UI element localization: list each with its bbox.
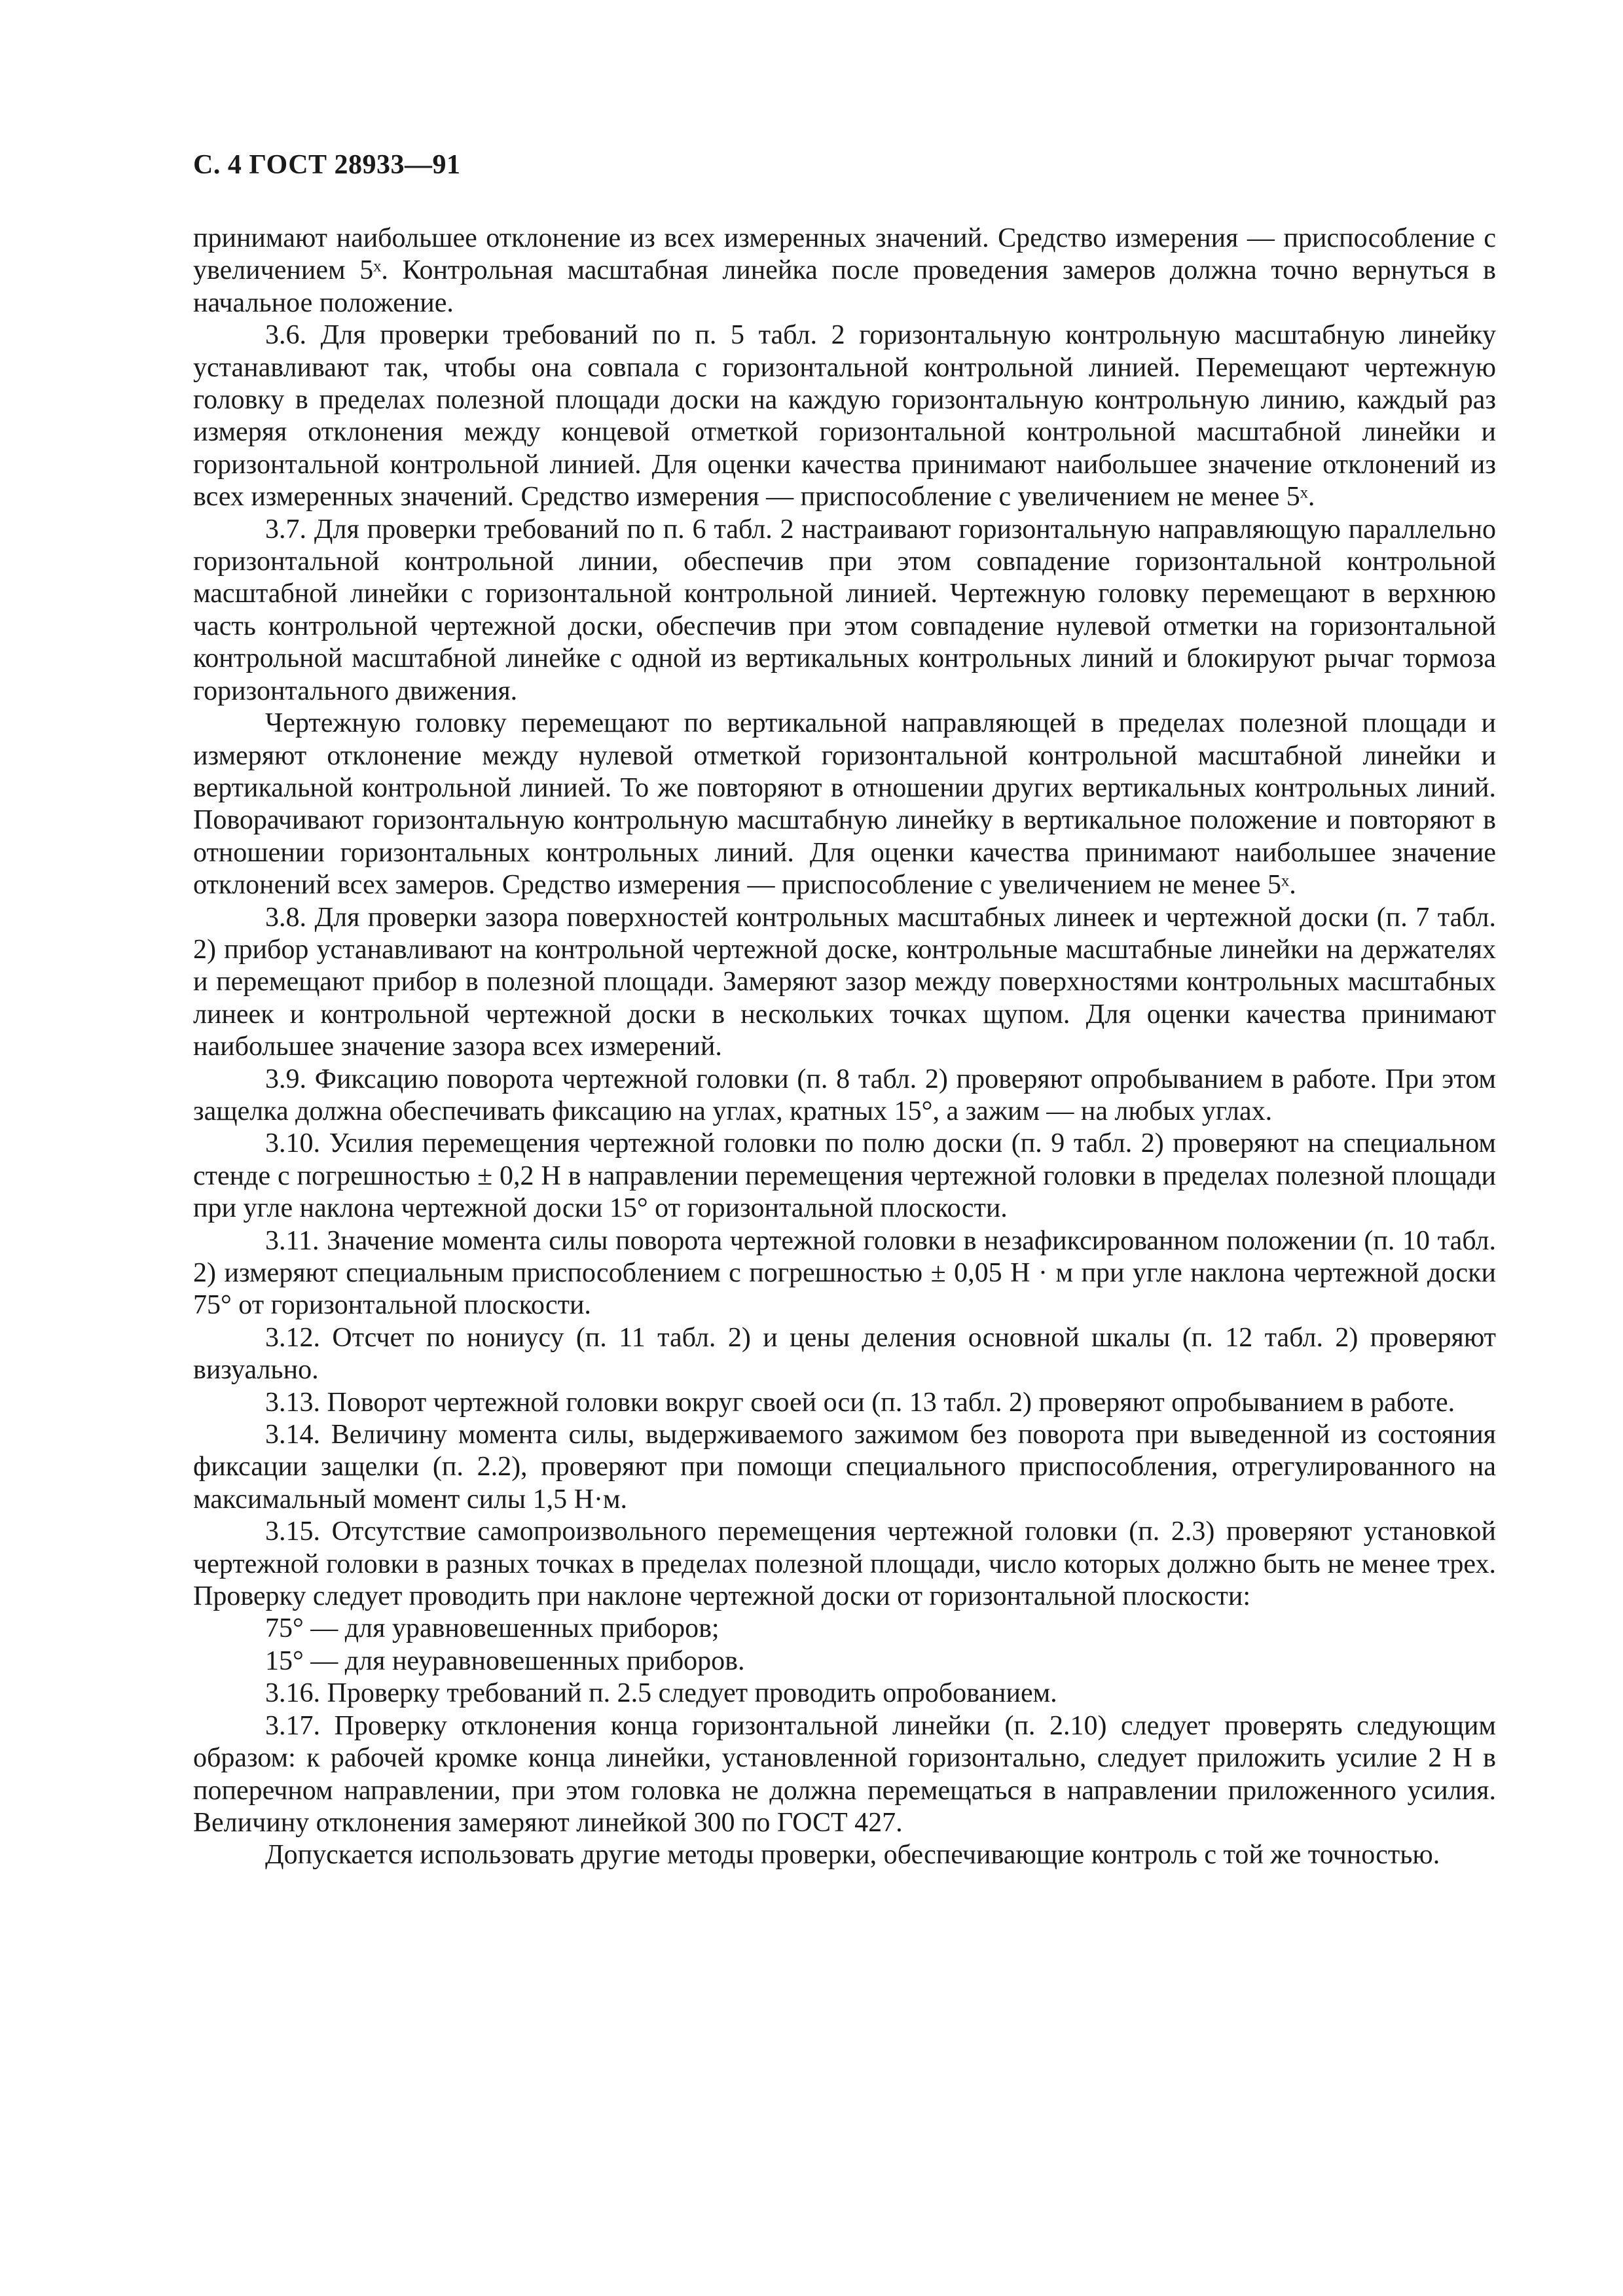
paragraph-3-7: 3.7. Для проверки требований по п. 6 табл. 2 настраивают горизонтальную направляющую параллельно горизонтальной контрольной линии, обеспечив при этом совпадение горизонтальной контрольной масштабной линейки с горизонтальной контрольной линией. Чертежную головку перемещают в верхнюю часть контрольной чертежной доски, обеспечив при этом совпадение нулевой отметки на горизонтальной контрольной масштабной линейке с одной из вертикальных контрольных линий и блокируют рычаг тормоза горизонтального движения.: [193, 514, 1496, 706]
paragraph-3-11: 3.11. Значение момента силы поворота чертежной головки в незафиксированном положении (п. 10 табл. 2) измеряют специальным приспособлением с погрешностью ± 0,05 Н · м при угле наклона чертежной доски 75° от горизонтальной плоскости.: [193, 1225, 1496, 1321]
paragraph-3-13: 3.13. Поворот чертежной головки вокруг своей оси (п. 13 табл. 2) проверяют опробыванием в работе.: [265, 1387, 1455, 1418]
paragraph-3-10: 3.10. Усилия перемещения чертежной головки по полю доски (п. 9 табл. 2) проверяют на специальном стенде с погрешностью ± 0,2 Н в направлении перемещения чертежной головки в пределах полезной площади при угле наклона чертежной доски 15° от горизонтальной плоскости.: [193, 1128, 1496, 1224]
list-item-unbalanced: 15° — для неуравновешенных приборов.: [265, 1645, 745, 1676]
paragraph-3-9: 3.9. Фиксацию поворота чертежной головки (п. 8 табл. 2) проверяют опробыванием в работе. При этом защелка должна обеспечивать фиксацию на углах, кратных 15°, а зажим — на любых углах.: [193, 1064, 1496, 1126]
paragraph-3-15: 3.15. Отсутствие самопроизвольного перемещения чертежной головки (п. 2.3) проверяют установкой чертежной головки в разных точках в пределах полезной площади, число которых должно быть не менее трех. Проверку следует проводить при наклоне чертежной доски от горизонтальной плоскости:: [193, 1516, 1496, 1612]
paragraph-continuation: принимают наибольшее отклонение из всех измеренных значений. Средство измерения — приспособление с увеличением 5ˣ. Контрольная масштабная линейка после проведения замеров должна точно вернуться в начальное положение.: [193, 223, 1496, 318]
paragraph-3-7-continued: Чертежную головку перемещают по вертикальной направляющей в пределах полезной площади и измеряют отклонение между нулевой отметкой горизонтальной контрольной масштабной линейки и вертикальной контрольной линией. То же повторяют в отношении других вертикальных контрольных линий. Поворачивают горизонтальную контрольную масштабную линейку в вертикальное положение и повторяют в отношении горизонтальных контрольных линий. Для оценки качества принимают наибольшее значение отклонений всех замеров. Средство измерения — приспособление с увеличением не менее 5ˣ.: [193, 708, 1496, 901]
page-header: С. 4 ГОСТ 28933—91: [193, 150, 461, 180]
paragraph-3-17: 3.17. Проверку отклонения конца горизонтальной линейки (п. 2.10) следует проверять следующим образом: к рабочей кромке конца линейки, установленной горизонтально, следует приложить усилие 2 Н в поперечном направлении, при этом головка не должна перемещаться в направлении приложенного усилия. Величину отклонения замеряют линейкой 300 по ГОСТ 427.: [193, 1710, 1496, 1838]
paragraph-3-14: 3.14. Величину момента силы, выдерживаемого зажимом без поворота при выведенной из состояния фиксации защелки (п. 2.2), проверяют при помощи специального приспособления, отрегулированного на максимальный момент силы 1,5 Н·м.: [193, 1420, 1496, 1515]
paragraph-3-8: 3.8. Для проверки зазора поверхностей контрольных масштабных линеек и чертежной доски (п. 7 табл. 2) прибор устанавливают на контрольной чертежной доске, контрольные масштабные линейки на держателях и перемещают прибор в полезной площади. Замеряют зазор между поверхностями контрольных масштабных линеек и контрольной чертежной доски в нескольких точках щупом. Для оценки качества принимают наибольшее значение зазора всех измерений.: [193, 902, 1496, 1062]
paragraph-3-16: 3.16. Проверку требований п. 2.5 следует проводить опробованием.: [265, 1678, 1057, 1709]
paragraph-3-12: 3.12. Отсчет по нониусу (п. 11 табл. 2) и цены деления основной шкалы (п. 12 табл. 2) проверяют визуально.: [193, 1322, 1496, 1386]
body-text: [193, 223, 1496, 1872]
list-item-balanced: 75° — для уравновешенных приборов;: [265, 1613, 720, 1644]
paragraph-3-6: 3.6. Для проверки требований по п. 5 табл. 2 горизонтальную контрольную масштабную линейку устанавливают так, чтобы она совпала с горизонтальной контрольной линией. Перемещают чертежную головку в пределах полезной площади доски на каждую горизонтальную контрольную линию, каждый раз измеряя отклонения между концевой отметкой горизонтальной контрольной масштабной линейки и горизонтальной контрольной линией. Для оценки качества принимают наибольшее значение отклонений из всех измеренных значений. Средство измерения — приспособление с увеличением не менее 5ˣ.: [193, 320, 1496, 512]
paragraph-closing: Допускается использовать другие методы проверки, обеспечивающие контроль с той же точностью.: [265, 1840, 1440, 1871]
